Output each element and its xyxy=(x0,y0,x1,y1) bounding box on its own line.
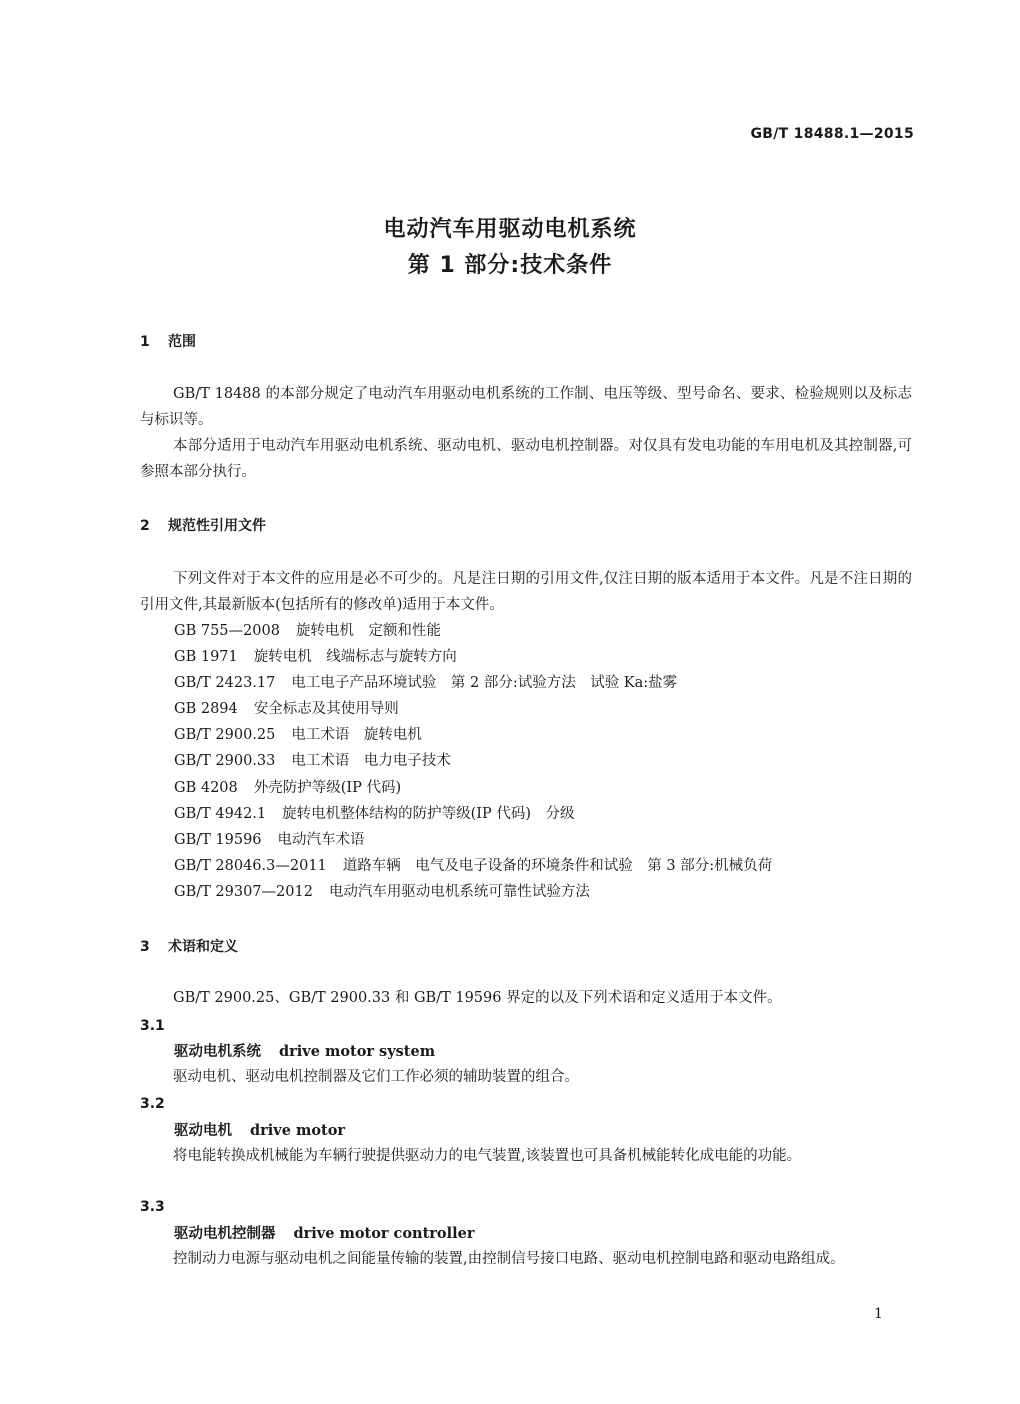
reference-title: 电工术语 旋转电机 xyxy=(291,727,422,744)
page-number: 1 xyxy=(874,1306,883,1322)
document-title-line1: 电动汽车用驱动电机系统 xyxy=(383,217,637,242)
reference-item xyxy=(174,722,772,748)
reference-title: 旋转电机整体结构的防护等级(IP 代码) 分级 xyxy=(282,805,575,822)
clause-number: 3.3 xyxy=(140,1199,165,1215)
section-number: 3 xyxy=(140,939,150,955)
section-2-heading xyxy=(140,515,266,535)
reference-code: GB/T 28046.3—2011 xyxy=(174,857,327,874)
term-definition: 将电能转换成机械能为车辆行驶提供驱动力的电气装置,该装置也可具备机械能转化成电能的功能。 xyxy=(173,1148,802,1164)
term-definition: 驱动电机、驱动电机控制器及它们工作必须的辅助装置的组合。 xyxy=(173,1069,579,1085)
term-zh: 驱动电机 xyxy=(174,1122,232,1139)
reference-code: GB 755—2008 xyxy=(174,623,280,639)
reference-title: 旋转电机 线端标志与旋转方向 xyxy=(253,649,457,666)
document-title-line2: 第 1 部分:技术条件 xyxy=(407,253,613,278)
term-definition: 控制动力电源与驱动电机之间能量传输的装置,由控制信号接口电路、驱动电机控制电路和驱动电路组成。 xyxy=(173,1251,845,1267)
reference-code: GB/T 19596 xyxy=(174,831,262,848)
reference-item xyxy=(174,670,772,696)
term-heading xyxy=(174,1119,345,1140)
reference-item xyxy=(174,827,772,853)
reference-item xyxy=(174,644,772,670)
section-number: 1 xyxy=(140,334,150,350)
reference-code: GB/T 4942.1 xyxy=(174,805,267,822)
reference-code: GB/T 2900.25 xyxy=(174,727,276,744)
reference-item xyxy=(174,801,772,827)
reference-title: 道路车辆 电气及电子设备的环境条件和试验 第 3 部分:机械负荷 xyxy=(342,857,773,874)
reference-code: GB 2894 xyxy=(174,701,238,718)
term-en: drive motor system xyxy=(279,1043,436,1060)
section-title: 规范性引用文件 xyxy=(168,518,266,534)
section-1-heading xyxy=(140,331,196,351)
reference-code: GB/T 2900.33 xyxy=(174,753,276,770)
reference-item xyxy=(174,853,772,879)
reference-title: 外壳防护等级(IP 代码) xyxy=(253,779,402,796)
reference-title: 电工术语 电力电子技术 xyxy=(291,753,451,770)
normative-references-list xyxy=(174,618,772,905)
term-zh: 驱动电机系统 xyxy=(174,1043,261,1060)
section-3-heading xyxy=(140,936,238,956)
reference-title: 电动汽车用驱动电机系统可靠性试验方法 xyxy=(328,883,590,900)
reference-code: GB 1971 xyxy=(174,649,238,666)
term-zh: 驱动电机控制器 xyxy=(174,1225,276,1242)
section-title: 范围 xyxy=(168,334,196,350)
clause-number: 3.1 xyxy=(140,1018,165,1034)
reference-title: 电工电子产品环境试验 第 2 部分:试验方法 试验 Ka:盐雾 xyxy=(291,675,678,692)
section-number: 2 xyxy=(140,518,150,534)
clause-number: 3.2 xyxy=(140,1096,165,1112)
term-en: drive motor xyxy=(250,1122,346,1139)
reference-title: 旋转电机 定额和性能 xyxy=(295,623,441,639)
reference-item xyxy=(174,879,772,905)
reference-code: GB 4208 xyxy=(174,779,238,796)
reference-item xyxy=(174,696,772,722)
reference-item xyxy=(174,748,772,774)
section-2-intro: 下列文件对于本文件的应用是必不可少的。凡是注日期的引用文件,仅注日期的版本适用于本文件。凡是不注日期的引用文件,其最新版本(包括所有的修改单)适用于本文件。 xyxy=(140,571,912,613)
reference-item xyxy=(174,775,772,801)
standard-number: GB/T 18488.1—2015 xyxy=(750,126,914,142)
term-heading xyxy=(174,1222,475,1243)
reference-code: GB/T 2423.17 xyxy=(174,675,276,692)
term-en: drive motor controller xyxy=(293,1225,475,1242)
reference-title: 安全标志及其使用导则 xyxy=(253,701,399,718)
section-3-intro: GB/T 2900.25、GB/T 2900.33 和 GB/T 19596 界定的以及下列术语和定义适用于本文件。 xyxy=(173,990,782,1006)
term-heading xyxy=(174,1040,435,1061)
reference-item xyxy=(174,618,772,644)
reference-title: 电动汽车术语 xyxy=(277,831,365,848)
section-1-paragraph-2: 本部分适用于电动汽车用驱动电机系统、驱动电机、驱动电机控制器。对仅具有发电功能的车用电机及其控制器,可参照本部分执行。 xyxy=(140,438,912,480)
section-title: 术语和定义 xyxy=(168,939,238,955)
reference-code: GB/T 29307—2012 xyxy=(174,883,313,900)
section-1-paragraph-1: GB/T 18488 的本部分规定了电动汽车用驱动电机系统的工作制、电压等级、型号命名、要求、检验规则以及标志与标识等。 xyxy=(140,386,912,428)
